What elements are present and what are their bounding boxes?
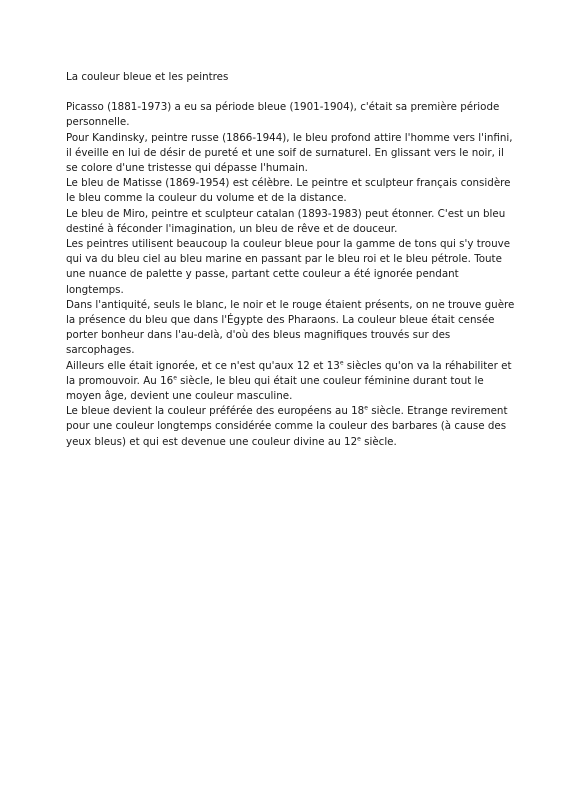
paragraph [66,404,516,450]
paragraph-text: Picasso (1881-1973) a eu sa période bleue (1901-1904), c'était sa première période personnelle. [66,101,500,129]
paragraph [66,207,516,237]
paragraph-text: Pour Kandinsky, peintre russe (1866-1944), le bleu profond attire l'homme vers l'infini, il éveille en lui de désir de pureté et une soif de surnaturel. En glissant vers le noir, il se colore d'une tristesse qui dépasse l'humain. [66,131,513,175]
superscript: e [173,374,177,382]
paragraph-text: Le bleu de Miro, peintre et sculpteur catalan (1893-1983) peut étonner. C'est un bleu destiné à féconder l'imagination, un bleu de rêve et de douceur. [66,207,506,235]
document-page [66,70,516,450]
paragraph [66,359,516,405]
paragraph [66,100,516,130]
document-title: La couleur bleue et les peintres [66,71,229,83]
paragraph [66,237,516,298]
paragraph-text: Les peintres utilisent beaucoup la couleur bleue pour la gamme de tons qui s'y trouve qui va du bleu ciel au bleu marine en passant par le bleu roi et le bleu pétrole. Toute une nuance de palette y passe, partant cette couleur a été ignorée pendant longtemps. [66,238,511,296]
paragraph-text: Ailleurs elle était ignorée, et ce n'est qu'aux 12 et 13 [66,359,340,372]
paragraph-text: siècle. Etrange revirement pour une couleur longtemps considérée comme la couleur des barbares (à cause des yeux bleus) et qui est devenue une couleur divine au 12 [66,405,508,448]
paragraph-text: Le bleu de Matisse (1869-1954) est célèbre. Le peintre et sculpteur français considère le bleu comme la couleur du volume et de la distance. [66,177,511,205]
paragraph [66,131,516,177]
document-body [66,100,516,450]
superscript: e [339,359,344,367]
paragraph [66,176,516,206]
paragraph [66,298,516,359]
paragraph-text: siècles qu'on va la réhabiliter et la promouvoir. Au 16 [66,359,512,387]
paragraph-text: siècle. [360,435,397,448]
paragraph-text: Dans l'antiquité, seuls le blanc, le noir et le rouge étaient présents, on ne trouve guère la présence du bleu que dans l'Égypte des Pharaons. La couleur bleue était censée porter bonheur dans l'au-delà, d'où des bleus magnifiques trouvés sur des sarcophages. [66,298,515,357]
paragraph-text: Le bleue devient la couleur préférée des européens au 18 [66,405,365,418]
superscript: e [357,435,361,443]
paragraph-text: siècle, le bleu qui était une couleur féminine durant tout le moyen âge, devient une couleur masculine. [66,374,484,403]
superscript: e [364,404,368,412]
